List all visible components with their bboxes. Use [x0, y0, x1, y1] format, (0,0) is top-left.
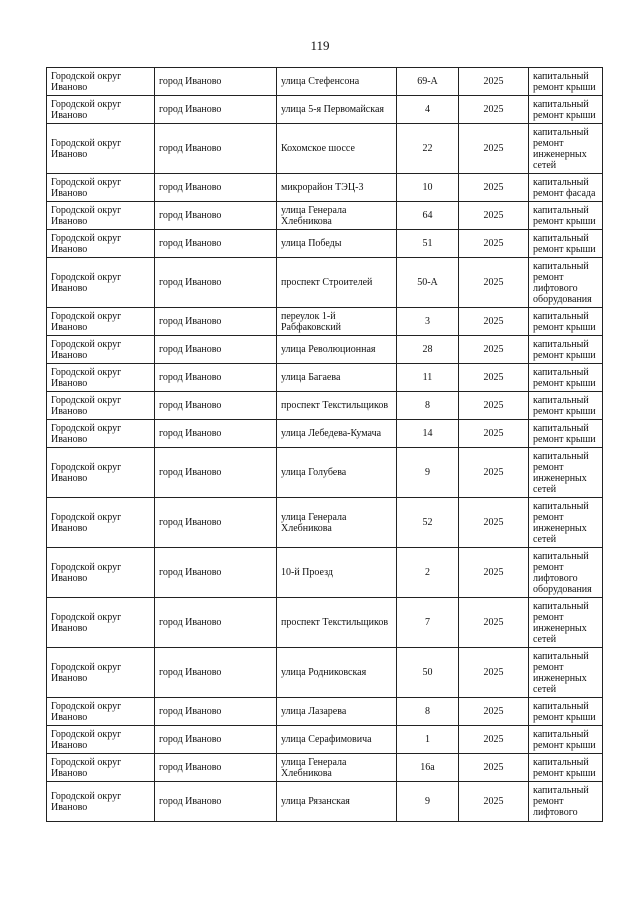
table-row: [47, 308, 603, 336]
house-cell: 22: [397, 124, 459, 174]
house-cell: 3: [397, 308, 459, 336]
year-cell: 2025: [459, 498, 529, 548]
table-row: [47, 420, 603, 448]
city-cell: город Иваново: [155, 548, 277, 598]
year-cell: 2025: [459, 230, 529, 258]
table-row: [47, 392, 603, 420]
district-cell: Городской округ Иваново: [47, 598, 155, 648]
table-row: [47, 258, 603, 308]
house-cell: 50-А: [397, 258, 459, 308]
work-type-cell: капитальный ремонт крыши: [529, 308, 603, 336]
work-type-cell: капитальный ремонт инженерных сетей: [529, 448, 603, 498]
house-cell: 16а: [397, 754, 459, 782]
work-type-cell: капитальный ремонт инженерных сетей: [529, 124, 603, 174]
street-cell: проспект Текстильщиков: [277, 392, 397, 420]
work-type-cell: капитальный ремонт фасада: [529, 174, 603, 202]
street-cell: улица Рязанская: [277, 782, 397, 822]
city-cell: город Иваново: [155, 598, 277, 648]
house-cell: 69-А: [397, 68, 459, 96]
district-cell: Городской округ Иваново: [47, 392, 155, 420]
house-cell: 28: [397, 336, 459, 364]
street-cell: улица Серафимовича: [277, 726, 397, 754]
district-cell: Городской округ Иваново: [47, 648, 155, 698]
table-row: [47, 202, 603, 230]
year-cell: 2025: [459, 726, 529, 754]
district-cell: Городской округ Иваново: [47, 124, 155, 174]
work-type-cell: капитальный ремонт крыши: [529, 68, 603, 96]
street-cell: проспект Строителей: [277, 258, 397, 308]
work-type-cell: капитальный ремонт крыши: [529, 698, 603, 726]
district-cell: Городской округ Иваново: [47, 336, 155, 364]
street-cell: переулок 1-й Рабфаковский: [277, 308, 397, 336]
street-cell: улица Генерала Хлебникова: [277, 754, 397, 782]
table-row: [47, 548, 603, 598]
city-cell: город Иваново: [155, 648, 277, 698]
district-cell: Городской округ Иваново: [47, 782, 155, 822]
table-row: [47, 726, 603, 754]
street-cell: улица Стефенсона: [277, 68, 397, 96]
city-cell: город Иваново: [155, 782, 277, 822]
table-row: [47, 648, 603, 698]
district-cell: Городской округ Иваново: [47, 420, 155, 448]
street-cell: улица Генерала Хлебникова: [277, 202, 397, 230]
house-cell: 14: [397, 420, 459, 448]
work-type-cell: капитальный ремонт крыши: [529, 364, 603, 392]
city-cell: город Иваново: [155, 308, 277, 336]
district-cell: Городской округ Иваново: [47, 548, 155, 598]
work-type-cell: капитальный ремонт инженерных сетей: [529, 598, 603, 648]
street-cell: улица Революционная: [277, 336, 397, 364]
year-cell: 2025: [459, 68, 529, 96]
page-number: 119: [310, 38, 330, 53]
year-cell: 2025: [459, 308, 529, 336]
district-cell: Городской округ Иваново: [47, 754, 155, 782]
house-cell: 9: [397, 782, 459, 822]
work-type-cell: капитальный ремонт крыши: [529, 230, 603, 258]
table-row: [47, 68, 603, 96]
house-cell: 64: [397, 202, 459, 230]
table-row: [47, 96, 603, 124]
house-cell: 4: [397, 96, 459, 124]
year-cell: 2025: [459, 392, 529, 420]
work-type-cell: капитальный ремонт крыши: [529, 754, 603, 782]
year-cell: 2025: [459, 598, 529, 648]
city-cell: город Иваново: [155, 230, 277, 258]
district-cell: Городской округ Иваново: [47, 498, 155, 548]
year-cell: 2025: [459, 258, 529, 308]
street-cell: 10-й Проезд: [277, 548, 397, 598]
year-cell: 2025: [459, 420, 529, 448]
street-cell: проспект Текстильщиков: [277, 598, 397, 648]
district-cell: Городской округ Иваново: [47, 364, 155, 392]
work-type-cell: капитальный ремонт лифтового оборудования: [529, 548, 603, 598]
work-type-cell: капитальный ремонт крыши: [529, 336, 603, 364]
district-cell: Городской округ Иваново: [47, 726, 155, 754]
city-cell: город Иваново: [155, 754, 277, 782]
street-cell: улица Багаева: [277, 364, 397, 392]
work-type-cell: капитальный ремонт крыши: [529, 392, 603, 420]
work-type-cell: капитальный ремонт крыши: [529, 420, 603, 448]
work-type-cell: капитальный ремонт крыши: [529, 726, 603, 754]
city-cell: город Иваново: [155, 124, 277, 174]
table-row: [47, 754, 603, 782]
house-cell: 9: [397, 448, 459, 498]
year-cell: 2025: [459, 202, 529, 230]
city-cell: город Иваново: [155, 364, 277, 392]
street-cell: улица Лебедева-Кумача: [277, 420, 397, 448]
city-cell: город Иваново: [155, 96, 277, 124]
district-cell: Городской округ Иваново: [47, 230, 155, 258]
table-row: [47, 782, 603, 822]
year-cell: 2025: [459, 448, 529, 498]
district-cell: Городской округ Иваново: [47, 96, 155, 124]
year-cell: 2025: [459, 648, 529, 698]
house-cell: 8: [397, 392, 459, 420]
work-type-cell: капитальный ремонт крыши: [529, 202, 603, 230]
house-cell: 8: [397, 698, 459, 726]
year-cell: 2025: [459, 698, 529, 726]
year-cell: 2025: [459, 548, 529, 598]
work-type-cell: капитальный ремонт лифтового: [529, 782, 603, 822]
district-cell: Городской округ Иваново: [47, 202, 155, 230]
table-row: [47, 124, 603, 174]
table-row: [47, 174, 603, 202]
work-type-cell: капитальный ремонт инженерных сетей: [529, 498, 603, 548]
city-cell: город Иваново: [155, 336, 277, 364]
repair-schedule-table: [46, 67, 603, 822]
district-cell: Городской округ Иваново: [47, 258, 155, 308]
table-row: [47, 698, 603, 726]
year-cell: 2025: [459, 96, 529, 124]
district-cell: Городской округ Иваново: [47, 698, 155, 726]
year-cell: 2025: [459, 336, 529, 364]
work-type-cell: капитальный ремонт инженерных сетей: [529, 648, 603, 698]
city-cell: город Иваново: [155, 420, 277, 448]
city-cell: город Иваново: [155, 392, 277, 420]
city-cell: город Иваново: [155, 726, 277, 754]
street-cell: улица Лазарева: [277, 698, 397, 726]
city-cell: город Иваново: [155, 174, 277, 202]
year-cell: 2025: [459, 174, 529, 202]
street-cell: улица Победы: [277, 230, 397, 258]
table-row: [47, 598, 603, 648]
street-cell: улица 5-я Первомайская: [277, 96, 397, 124]
year-cell: 2025: [459, 782, 529, 822]
house-cell: 7: [397, 598, 459, 648]
house-cell: 1: [397, 726, 459, 754]
house-cell: 52: [397, 498, 459, 548]
house-cell: 2: [397, 548, 459, 598]
table-row: [47, 230, 603, 258]
district-cell: Городской округ Иваново: [47, 308, 155, 336]
year-cell: 2025: [459, 124, 529, 174]
district-cell: Городской округ Иваново: [47, 448, 155, 498]
street-cell: улица Голубева: [277, 448, 397, 498]
city-cell: город Иваново: [155, 498, 277, 548]
district-cell: Городской округ Иваново: [47, 68, 155, 96]
table-row: [47, 498, 603, 548]
table-row: [47, 336, 603, 364]
table-row: [47, 364, 603, 392]
house-cell: 10: [397, 174, 459, 202]
street-cell: Кохомское шоссе: [277, 124, 397, 174]
city-cell: город Иваново: [155, 202, 277, 230]
year-cell: 2025: [459, 754, 529, 782]
year-cell: 2025: [459, 364, 529, 392]
house-cell: 50: [397, 648, 459, 698]
city-cell: город Иваново: [155, 698, 277, 726]
work-type-cell: капитальный ремонт крыши: [529, 96, 603, 124]
street-cell: улица Родниковская: [277, 648, 397, 698]
city-cell: город Иваново: [155, 68, 277, 96]
house-cell: 51: [397, 230, 459, 258]
district-cell: Городской округ Иваново: [47, 174, 155, 202]
work-type-cell: капитальный ремонт лифтового оборудования: [529, 258, 603, 308]
house-cell: 11: [397, 364, 459, 392]
city-cell: город Иваново: [155, 258, 277, 308]
street-cell: улица Генерала Хлебникова: [277, 498, 397, 548]
street-cell: микрорайон ТЭЦ-3: [277, 174, 397, 202]
city-cell: город Иваново: [155, 448, 277, 498]
table-row: [47, 448, 603, 498]
